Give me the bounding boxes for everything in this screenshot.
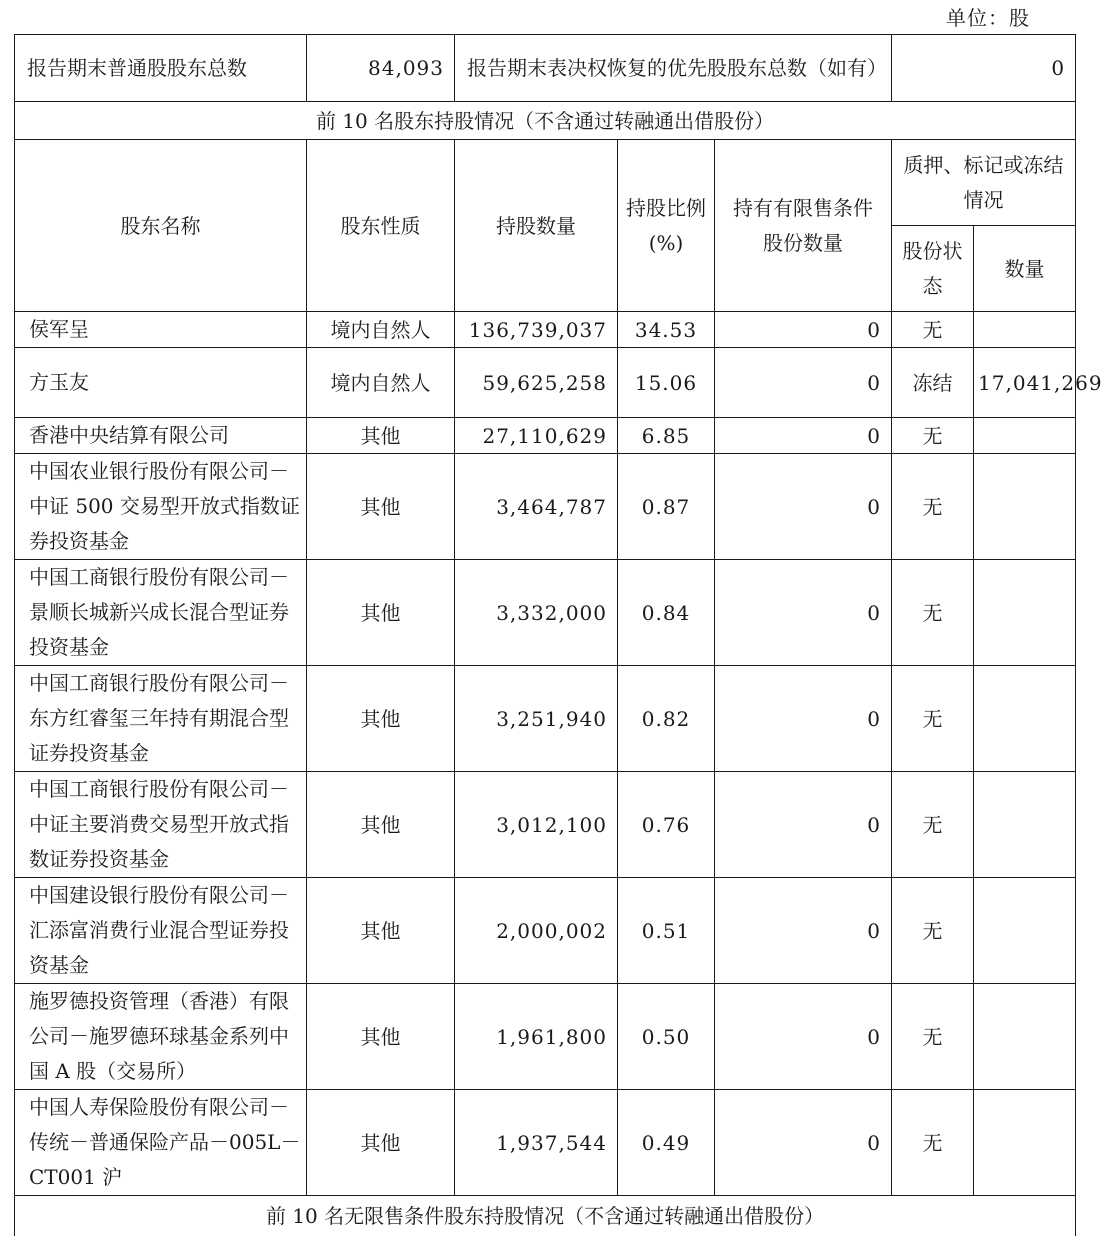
pledge-quantity [974,454,1076,560]
shareholder-table [14,34,1076,1236]
table-row [15,312,1076,348]
pledge-quantity [974,418,1076,454]
shareholder-nature: 其他 [307,418,455,454]
next-section-title: 前 10 名无限售条件股东持股情况（不含通过转融通出借股份） [15,1196,1076,1236]
shares-held: 136,739,037 [455,312,618,348]
shares-held: 27,110,629 [455,418,618,454]
header-row [15,140,1076,226]
holding-ratio: 0.87 [618,454,715,560]
pledge-status: 无 [892,454,974,560]
shareholder-nature: 其他 [307,454,455,560]
table-row [15,878,1076,984]
header-ratio: 持股比例(%) [618,140,715,312]
restricted-shares: 0 [715,772,892,878]
common-holders-label: 报告期末普通股股东总数 [15,35,307,102]
holding-ratio: 34.53 [618,312,715,348]
header-nature: 股东性质 [307,140,455,312]
pledge-status: 冻结 [892,348,974,418]
pledge-status: 无 [892,878,974,984]
pledge-quantity: 17,041,269 [974,348,1076,418]
shareholder-name: 中国工商银行股份有限公司－景顺长城新兴成长混合型证券投资基金 [15,560,307,666]
shareholder-nature: 其他 [307,772,455,878]
common-holders-value: 84,093 [307,35,455,102]
shareholder-nature: 其他 [307,1090,455,1196]
shares-held: 3,332,000 [455,560,618,666]
next-section-row [15,1196,1076,1236]
pledge-quantity [974,772,1076,878]
restricted-shares: 0 [715,348,892,418]
table-row [15,666,1076,772]
summary-row [15,35,1076,102]
restricted-shares: 0 [715,984,892,1090]
holding-ratio: 0.49 [618,1090,715,1196]
shares-held: 1,961,800 [455,984,618,1090]
unit-label: 单位：股 [946,2,1030,31]
shareholder-nature: 其他 [307,984,455,1090]
table-row [15,1090,1076,1196]
table-row [15,348,1076,418]
shares-held: 3,012,100 [455,772,618,878]
restricted-shares: 0 [715,312,892,348]
table-row [15,418,1076,454]
pledge-quantity [974,984,1076,1090]
pledge-quantity [974,560,1076,666]
shares-held: 3,464,787 [455,454,618,560]
pledge-quantity [974,878,1076,984]
holding-ratio: 0.84 [618,560,715,666]
table-row [15,772,1076,878]
preferred-holders-value: 0 [892,35,1076,102]
shareholder-nature: 境内自然人 [307,312,455,348]
holding-ratio: 0.82 [618,666,715,772]
pledge-status: 无 [892,772,974,878]
restricted-shares: 0 [715,878,892,984]
shareholder-name: 侯军呈 [15,312,307,348]
shareholder-nature: 境内自然人 [307,348,455,418]
table-row [15,454,1076,560]
shares-held: 3,251,940 [455,666,618,772]
pledge-status: 无 [892,312,974,348]
holding-ratio: 0.51 [618,878,715,984]
holding-ratio: 15.06 [618,348,715,418]
header-shares: 持股数量 [455,140,618,312]
preferred-holders-label: 报告期末表决权恢复的优先股股东总数（如有） [455,35,892,102]
restricted-shares: 0 [715,1090,892,1196]
shares-held: 59,625,258 [455,348,618,418]
restricted-shares: 0 [715,560,892,666]
shareholder-name: 施罗德投资管理（香港）有限公司－施罗德环球基金系列中国 A 股（交易所） [15,984,307,1090]
restricted-shares: 0 [715,666,892,772]
shareholder-name: 香港中央结算有限公司 [15,418,307,454]
shareholder-name: 中国农业银行股份有限公司－中证 500 交易型开放式指数证券投资基金 [15,454,307,560]
shareholder-nature: 其他 [307,878,455,984]
header-pledge-status: 股份状态 [892,226,974,312]
shareholder-name: 中国建设银行股份有限公司－汇添富消费行业混合型证券投资基金 [15,878,307,984]
shareholder-name: 中国工商银行股份有限公司－中证主要消费交易型开放式指数证券投资基金 [15,772,307,878]
pledge-quantity [974,1090,1076,1196]
restricted-shares: 0 [715,418,892,454]
shareholder-name: 中国工商银行股份有限公司－东方红睿玺三年持有期混合型证券投资基金 [15,666,307,772]
section-title: 前 10 名股东持股情况（不含通过转融通出借股份） [15,102,1076,140]
table-row [15,984,1076,1090]
pledge-quantity [974,666,1076,772]
pledge-status: 无 [892,984,974,1090]
pledge-status: 无 [892,418,974,454]
holding-ratio: 0.76 [618,772,715,878]
pledge-status: 无 [892,1090,974,1196]
holding-ratio: 0.50 [618,984,715,1090]
section-title-row [15,102,1076,140]
holding-ratio: 6.85 [618,418,715,454]
header-pledge-qty: 数量 [974,226,1076,312]
header-name: 股东名称 [15,140,307,312]
header-restricted: 持有有限售条件股份数量 [715,140,892,312]
shareholder-nature: 其他 [307,560,455,666]
shareholder-nature: 其他 [307,666,455,772]
header-pledge-group: 质押、标记或冻结情况 [892,140,1076,226]
shareholder-name: 中国人寿保险股份有限公司－传统－普通保险产品－005L－CT001 沪 [15,1090,307,1196]
pledge-quantity [974,312,1076,348]
pledge-status: 无 [892,560,974,666]
shares-held: 1,937,544 [455,1090,618,1196]
restricted-shares: 0 [715,454,892,560]
shareholder-name: 方玉友 [15,348,307,418]
shares-held: 2,000,002 [455,878,618,984]
pledge-status: 无 [892,666,974,772]
table-row [15,560,1076,666]
